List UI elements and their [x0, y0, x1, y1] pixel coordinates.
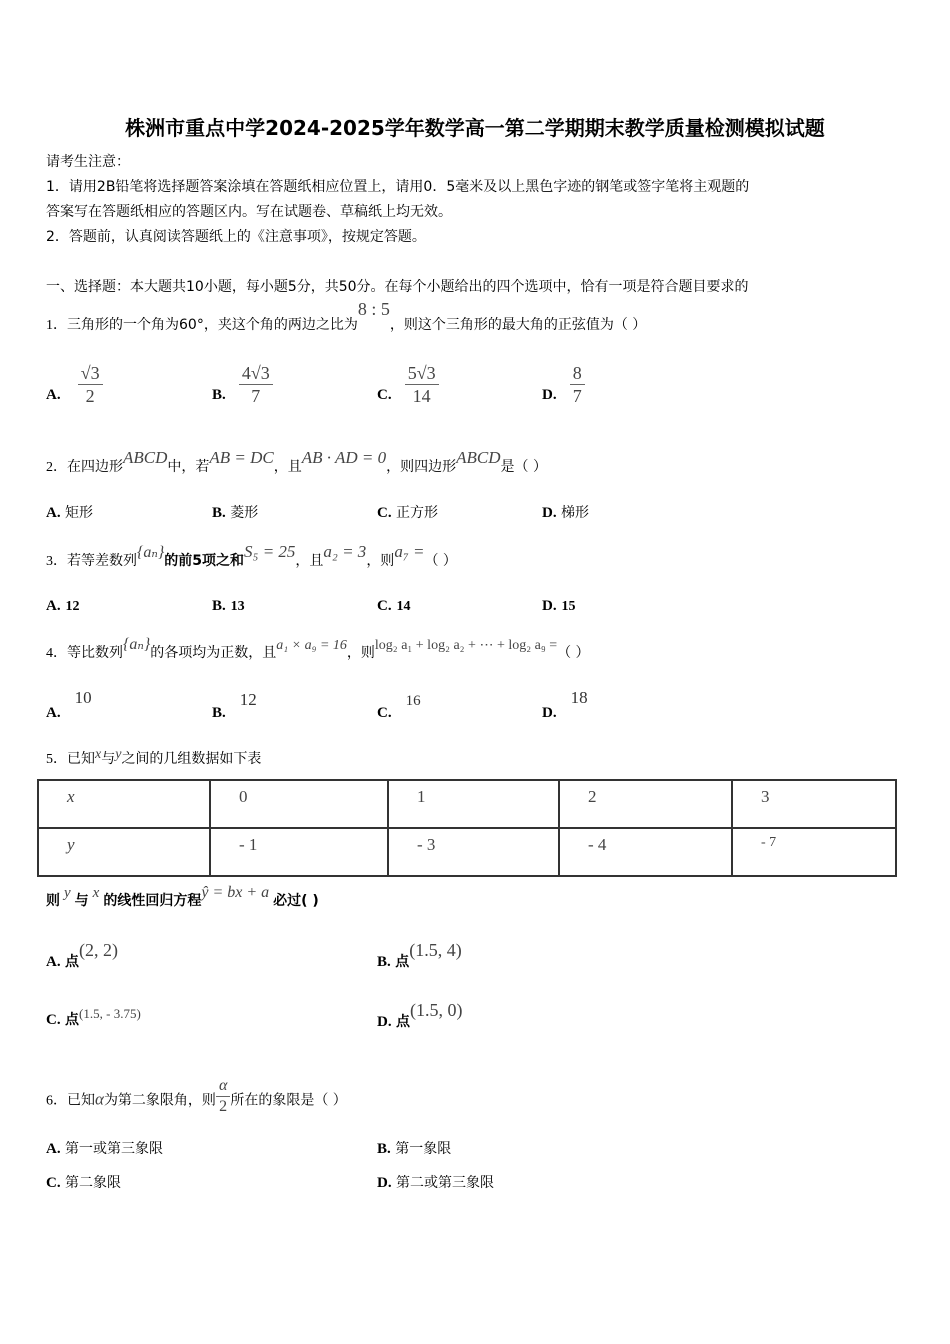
math-log-sum: log₂ a₁ + log₂ a₂ + ⋯ + log₂ a₉ = — [374, 638, 558, 653]
table-cell-header: y — [38, 828, 210, 876]
question-text: ，则这个三角形的最大角的正弦值为（ ） — [389, 317, 647, 333]
math-alpha: α — [95, 1089, 104, 1109]
option-text: 点 — [65, 1012, 80, 1028]
question-text: 必过( ) — [273, 893, 319, 909]
question-2-option-a[interactable] — [46, 503, 93, 523]
math-abcd: ABCD — [456, 448, 501, 467]
math-x: x — [95, 747, 102, 762]
question-text: 是（ ） — [500, 459, 547, 475]
question-text: 则 — [46, 893, 60, 909]
table-cell: 2 — [559, 780, 732, 828]
option-label: C. — [377, 705, 392, 721]
option-label: D. — [542, 705, 557, 721]
option-text: 梯形 — [561, 505, 590, 521]
question-3-option-d[interactable] — [542, 596, 575, 617]
option-text: 14 — [396, 599, 411, 614]
math-point: (2, 2) — [79, 940, 119, 960]
question-2-option-d[interactable] — [542, 503, 589, 523]
question-text: ，则四边形 — [386, 459, 457, 475]
question-2-option-b[interactable] — [212, 503, 258, 523]
option-label: B. — [212, 387, 226, 403]
question-text: 与 — [74, 893, 89, 909]
question-number: 5． — [46, 752, 67, 767]
question-text: 已知 — [67, 1092, 95, 1109]
option-label: C. — [46, 1175, 61, 1191]
option-label: D. — [542, 505, 557, 521]
question-1-option-c[interactable] — [377, 362, 439, 407]
option-label: A. — [46, 387, 61, 403]
option-text: 第二象限 — [65, 1175, 122, 1191]
option-label: D. — [542, 387, 557, 403]
option-text: 16 — [405, 693, 421, 709]
option-label: A. — [46, 705, 61, 721]
question-3-option-c[interactable] — [377, 596, 410, 617]
question-text: 中，若 — [167, 459, 210, 475]
option-label: A. — [46, 954, 61, 970]
table-cell: - 7 — [732, 828, 896, 876]
question-4-option-a[interactable] — [46, 688, 92, 721]
option-text: 第二或第三象限 — [396, 1175, 495, 1191]
question-text: 所在的象限是（ ） — [230, 1092, 347, 1109]
option-label: C. — [377, 387, 392, 403]
math-ab-eq-dc: AB = DC — [209, 448, 274, 467]
option-label: C. — [46, 1012, 61, 1028]
question-6-option-c[interactable] — [46, 1173, 121, 1193]
option-label: B. — [377, 1141, 391, 1157]
question-1-option-a[interactable] — [46, 362, 103, 407]
question-text: ，且 — [273, 459, 302, 475]
question-text: 等比数列 — [67, 645, 123, 661]
notice-heading: 请考生注意： — [46, 154, 130, 170]
table-cell-header: x — [38, 780, 210, 828]
question-3-option-b[interactable] — [212, 596, 245, 617]
question-4-option-c[interactable] — [377, 690, 421, 721]
question-5-option-c[interactable] — [46, 1006, 141, 1030]
option-label: D. — [542, 598, 557, 614]
option-text: 15 — [561, 599, 576, 614]
section-heading: 一、选择题：本大题共10小题，每小题5分，共50分。在每个小题给出的四个选项中，恰有一项是符合题目要求的 — [46, 279, 749, 295]
option-text: 13 — [230, 599, 245, 614]
question-text: 为第二象限角，则 — [103, 1092, 216, 1109]
option-label: B. — [212, 598, 226, 614]
question-1-option-d[interactable] — [542, 362, 585, 407]
notice-item-1-line-1: 1．请用2B铅笔将选择题答案涂填在答题纸相应位置上，请用0．5毫米及以上黑色字迹的钢笔或签字笔将主观题的 — [46, 179, 750, 195]
math-sequence: {aₙ} — [137, 544, 165, 561]
data-table — [37, 779, 897, 877]
option-text: 点 — [396, 1014, 411, 1030]
option-label: D. — [377, 1175, 392, 1191]
math-y: y — [115, 747, 122, 762]
option-label: B. — [377, 954, 391, 970]
math-x: x — [92, 885, 100, 901]
option-text: 点 — [395, 954, 410, 970]
table-cell: 3 — [732, 780, 896, 828]
document-title: 株洲市重点中学2024-2025学年数学高一第二学期期末教学质量检测模拟试题 — [125, 116, 825, 140]
option-text: 18 — [570, 688, 588, 707]
option-fraction: $\frac{8}{7}$ — [570, 362, 585, 407]
table-cell: - 3 — [388, 828, 559, 876]
question-number: 6． — [46, 1093, 67, 1109]
question-5-followup — [46, 884, 319, 911]
question-6-option-a[interactable] — [46, 1139, 163, 1159]
question-3 — [46, 542, 457, 572]
question-text: 的线性回归方程 — [103, 893, 202, 909]
table-cell: 0 — [210, 780, 388, 828]
math-y: y — [64, 885, 71, 901]
math-dot-product: AB · AD = 0 — [301, 448, 387, 467]
question-text: ，则 — [366, 553, 395, 569]
question-5 — [46, 749, 261, 770]
question-text: 的各项均为正数，且 — [150, 645, 277, 661]
option-text: 10 — [74, 688, 92, 707]
math-ratio: 8 : 5 — [357, 299, 390, 319]
question-4 — [46, 636, 590, 664]
question-5-option-b[interactable] — [377, 940, 462, 972]
option-text: 12 — [239, 690, 257, 709]
question-number: 3． — [46, 554, 67, 569]
option-label: A. — [46, 1141, 61, 1157]
question-number: 1． — [46, 318, 67, 333]
question-text: 的前5项之和 — [164, 553, 245, 569]
math-point: (1.5, - 3.75) — [79, 1006, 141, 1021]
question-text: ，则 — [346, 645, 375, 661]
math-point: (1.5, 0) — [410, 1000, 463, 1020]
table-cell: - 4 — [559, 828, 732, 876]
question-4-option-d[interactable] — [542, 688, 588, 721]
option-text: 第一象限 — [395, 1141, 452, 1157]
option-label: B. — [212, 705, 226, 721]
math-point: (1.5, 4) — [409, 940, 462, 960]
option-text: 正方形 — [396, 505, 439, 521]
math-a7: a₇ = — [394, 542, 425, 561]
math-alpha-over-2: $\frac{\alpha}{2}$ — [216, 1076, 230, 1117]
option-label: A. — [46, 505, 61, 521]
question-text: 之间的几组数据如下表 — [121, 751, 262, 767]
option-fraction: $\frac{√3}{2}$ — [78, 362, 103, 407]
question-text: 若等差数列 — [67, 553, 137, 569]
table-cell: - 1 — [210, 828, 388, 876]
table-row-y — [38, 828, 896, 876]
option-fraction: $\frac{4√3}{7}$ — [239, 362, 273, 407]
question-text: ，且 — [295, 553, 324, 569]
question-text: （ ） — [557, 645, 590, 661]
question-text: 在四边形 — [67, 459, 123, 475]
option-text: 点 — [65, 954, 80, 970]
question-2 — [46, 448, 547, 478]
question-4-option-b[interactable] — [212, 690, 257, 721]
option-label: C. — [377, 505, 392, 521]
notice-item-2: 2．答题前，认真阅读答题纸上的《注意事项》，按规定答题。 — [46, 229, 426, 245]
math-a2: a₂ = 3 — [323, 542, 367, 561]
math-regression: ŷ = bx + a — [201, 884, 270, 901]
option-fraction: $\frac{5√3}{14}$ — [405, 362, 439, 407]
math-s5: S₅ = 25 — [244, 542, 296, 561]
question-1 — [46, 299, 647, 336]
question-number: 2． — [46, 460, 67, 475]
question-text: 三角形的一个角为60°，夹这个角的两边之比为 — [67, 317, 358, 333]
option-label: C. — [377, 598, 392, 614]
option-text: 第一或第三象限 — [65, 1141, 164, 1157]
option-text: 菱形 — [230, 505, 259, 521]
table-row-x — [38, 780, 896, 828]
math-abcd: ABCD — [123, 448, 168, 467]
question-3-option-a[interactable] — [46, 596, 79, 617]
question-number: 4． — [46, 646, 67, 661]
option-label: B. — [212, 505, 226, 521]
question-6 — [46, 1077, 347, 1121]
option-label: A. — [46, 598, 61, 614]
question-5-option-d[interactable] — [377, 1000, 463, 1032]
math-sequence: {aₙ} — [123, 636, 151, 653]
math-product: a₁ × a₉ = 16 — [276, 638, 347, 653]
notice-item-1-line-2: 答案写在答题纸相应的答题区内。写在试题卷、草稿纸上均无效。 — [46, 204, 452, 220]
option-label: D. — [377, 1014, 392, 1030]
question-text: 与 — [101, 751, 116, 767]
question-2-option-c[interactable] — [377, 503, 438, 523]
table-cell: 1 — [388, 780, 559, 828]
question-5-option-a[interactable] — [46, 940, 119, 972]
question-text: （ ） — [424, 553, 457, 569]
question-6-option-d[interactable] — [377, 1173, 494, 1193]
option-text: 12 — [65, 599, 80, 614]
question-6-option-b[interactable] — [377, 1139, 451, 1159]
question-1-option-b[interactable] — [212, 362, 273, 407]
option-text: 矩形 — [65, 505, 94, 521]
question-text: 已知 — [67, 751, 95, 767]
